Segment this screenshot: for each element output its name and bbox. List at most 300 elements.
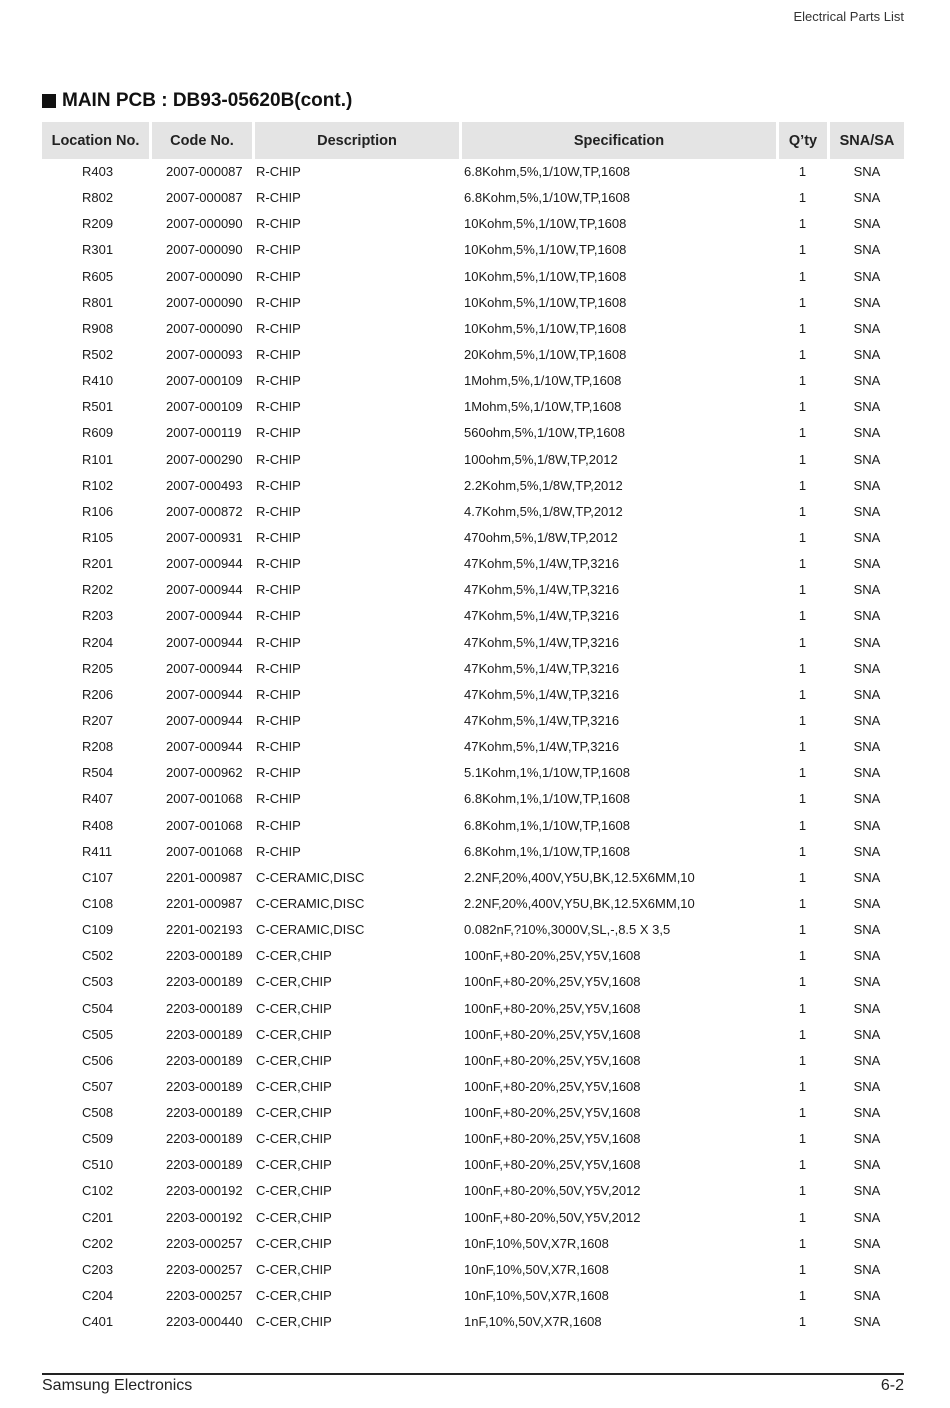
description-cell: R-CHIP (256, 320, 301, 336)
table-row (42, 1074, 904, 1100)
square-bullet-icon (42, 94, 56, 108)
description-cell: C-CER,CHIP (256, 1000, 332, 1016)
description-cell: C-CER,CHIP (256, 1131, 332, 1147)
specification-cell: 100nF,+80-20%,25V,Y5V,1608 (464, 1157, 641, 1173)
description-cell: R-CHIP (256, 399, 301, 415)
table-row (42, 473, 904, 499)
specification-cell: 10nF,10%,50V,X7R,1608 (464, 1235, 609, 1251)
code-cell: 2007-000109 (166, 373, 243, 389)
code-cell: 2201-000987 (166, 895, 243, 911)
location-cell: R802 (82, 190, 114, 206)
description-cell: C-CER,CHIP (256, 1183, 332, 1199)
code-cell: 2203-000192 (166, 1183, 243, 1199)
code-cell: 2007-000109 (166, 399, 243, 415)
location-cell: R908 (82, 320, 114, 336)
description-cell: R-CHIP (256, 346, 301, 362)
specification-cell: 100nF,+80-20%,25V,Y5V,1608 (464, 1000, 641, 1016)
location-cell: R202 (82, 582, 114, 598)
specification-cell: 10Kohm,5%,1/10W,TP,1608 (464, 216, 627, 232)
sna-sa-cell: SNA (853, 373, 881, 389)
location-cell: R502 (82, 346, 114, 362)
quantity-cell: 1 (798, 791, 807, 807)
location-cell: C505 (82, 1026, 114, 1042)
quantity-cell: 1 (798, 1105, 807, 1121)
quantity-cell: 1 (798, 660, 807, 676)
description-cell: R-CHIP (256, 712, 301, 728)
location-cell: R801 (82, 294, 114, 310)
location-cell: R204 (82, 634, 114, 650)
page-title-text: MAIN PCB : DB93-05620B(cont.) (62, 90, 353, 111)
description-cell: R-CHIP (256, 529, 301, 545)
sna-sa-cell: SNA (853, 556, 881, 572)
code-cell: 2203-000440 (166, 1314, 243, 1330)
quantity-cell: 1 (798, 503, 807, 519)
location-cell: C102 (82, 1183, 114, 1199)
sna-sa-cell: SNA (853, 765, 881, 781)
location-cell: R205 (82, 660, 114, 676)
sna-sa-cell: SNA (853, 216, 881, 232)
code-cell: 2007-000872 (166, 503, 243, 519)
specification-cell: 6.8Kohm,1%,1/10W,TP,1608 (464, 817, 630, 833)
description-cell: R-CHIP (256, 765, 301, 781)
location-cell: R403 (82, 164, 114, 179)
code-cell: 2007-000087 (166, 164, 243, 179)
sna-sa-cell: SNA (853, 1235, 881, 1251)
sna-sa-cell: SNA (853, 268, 881, 284)
specification-cell: 1Mohm,5%,1/10W,TP,1608 (464, 399, 622, 415)
location-cell: R410 (82, 373, 114, 389)
table-row (42, 368, 904, 394)
description-cell: C-CER,CHIP (256, 1157, 332, 1173)
specification-cell: 2.2Kohm,5%,1/8W,TP,2012 (464, 477, 623, 493)
quantity-cell: 1 (798, 739, 807, 755)
specification-cell: 2.2NF,20%,400V,Y5U,BK,12.5X6MM,10 (464, 895, 695, 911)
code-cell: 2007-000944 (166, 686, 243, 702)
table-row (42, 1205, 904, 1231)
table-row (42, 1257, 904, 1283)
specification-cell: 100nF,+80-20%,25V,Y5V,1608 (464, 1026, 641, 1042)
location-cell: R106 (82, 503, 114, 519)
description-cell: R-CHIP (256, 843, 301, 859)
specification-cell: 47Kohm,5%,1/4W,TP,3216 (464, 686, 620, 702)
quantity-cell: 1 (798, 294, 807, 310)
table-row (42, 943, 904, 969)
table-row (42, 1152, 904, 1178)
quantity-cell: 1 (798, 346, 807, 362)
sna-sa-cell: SNA (853, 1261, 881, 1277)
quantity-cell: 1 (798, 1078, 807, 1094)
code-cell: 2007-000090 (166, 216, 243, 232)
description-cell: R-CHIP (256, 268, 301, 284)
quantity-cell: 1 (798, 190, 807, 206)
description-cell: R-CHIP (256, 739, 301, 755)
column-header-description: Description (255, 122, 459, 159)
sna-sa-cell: SNA (853, 948, 881, 964)
table-header (42, 122, 904, 159)
quantity-cell: 1 (798, 1314, 807, 1330)
description-cell: R-CHIP (256, 294, 301, 310)
code-cell: 2007-000090 (166, 242, 243, 258)
table-row (42, 1048, 904, 1074)
column-header-sna-sa: SNA/SA (830, 122, 904, 159)
sna-sa-cell: SNA (853, 1209, 881, 1225)
code-cell: 2007-000093 (166, 346, 243, 362)
description-cell: R-CHIP (256, 556, 301, 572)
specification-cell: 47Kohm,5%,1/4W,TP,3216 (464, 660, 620, 676)
description-cell: C-CERAMIC,DISC (256, 869, 365, 885)
sna-sa-cell: SNA (853, 895, 881, 911)
sna-sa-cell: SNA (853, 1052, 881, 1068)
sna-sa-cell: SNA (853, 739, 881, 755)
column-header-location: Location No. (42, 122, 149, 159)
table-row (42, 865, 904, 891)
quantity-cell: 1 (798, 712, 807, 728)
code-cell: 2007-001068 (166, 791, 243, 807)
table-row (42, 447, 904, 473)
quantity-cell: 1 (798, 1157, 807, 1173)
description-cell: R-CHIP (256, 582, 301, 598)
location-cell: R208 (82, 739, 114, 755)
description-cell: R-CHIP (256, 164, 301, 179)
description-cell: C-CER,CHIP (256, 1105, 332, 1121)
specification-cell: 100nF,+80-20%,25V,Y5V,1608 (464, 1078, 641, 1094)
code-cell: 2007-000090 (166, 320, 243, 336)
quantity-cell: 1 (798, 1026, 807, 1042)
specification-cell: 47Kohm,5%,1/4W,TP,3216 (464, 582, 620, 598)
table-row (42, 237, 904, 263)
sna-sa-cell: SNA (853, 164, 881, 179)
location-cell: R609 (82, 425, 114, 441)
sna-sa-cell: SNA (853, 294, 881, 310)
specification-cell: 1nF,10%,50V,X7R,1608 (464, 1314, 602, 1330)
description-cell: C-CER,CHIP (256, 1261, 332, 1277)
sna-sa-cell: SNA (853, 869, 881, 885)
quantity-cell: 1 (798, 1288, 807, 1304)
location-cell: R101 (82, 451, 114, 467)
location-cell: R201 (82, 556, 114, 572)
sna-sa-cell: SNA (853, 1131, 881, 1147)
specification-cell: 1Mohm,5%,1/10W,TP,1608 (464, 373, 622, 389)
description-cell: C-CER,CHIP (256, 1209, 332, 1225)
table-row (42, 603, 904, 629)
table-row (42, 316, 904, 342)
table-row (42, 159, 904, 185)
code-cell: 2203-000257 (166, 1235, 243, 1251)
description-cell: R-CHIP (256, 608, 301, 624)
sna-sa-cell: SNA (853, 346, 881, 362)
quantity-cell: 1 (798, 451, 807, 467)
table-row (42, 211, 904, 237)
specification-cell: 560ohm,5%,1/10W,TP,1608 (464, 425, 625, 441)
code-cell: 2007-000290 (166, 451, 243, 467)
specification-cell: 20Kohm,5%,1/10W,TP,1608 (464, 346, 627, 362)
quantity-cell: 1 (798, 765, 807, 781)
table-row (42, 917, 904, 943)
quantity-cell: 1 (798, 869, 807, 885)
code-cell: 2203-000189 (166, 1157, 243, 1173)
code-cell: 2007-000090 (166, 294, 243, 310)
description-cell: C-CER,CHIP (256, 1235, 332, 1251)
location-cell: R408 (82, 817, 114, 833)
location-cell: C504 (82, 1000, 114, 1016)
specification-cell: 100nF,+80-20%,50V,Y5V,2012 (464, 1209, 641, 1225)
sna-sa-cell: SNA (853, 686, 881, 702)
specification-cell: 47Kohm,5%,1/4W,TP,3216 (464, 634, 620, 650)
quantity-cell: 1 (798, 373, 807, 389)
description-cell: C-CER,CHIP (256, 974, 332, 990)
specification-cell: 10nF,10%,50V,X7R,1608 (464, 1288, 609, 1304)
sna-sa-cell: SNA (853, 1078, 881, 1094)
sna-sa-cell: SNA (853, 712, 881, 728)
specification-cell: 100nF,+80-20%,25V,Y5V,1608 (464, 1105, 641, 1121)
location-cell: R605 (82, 268, 114, 284)
sna-sa-cell: SNA (853, 1026, 881, 1042)
specification-cell: 10Kohm,5%,1/10W,TP,1608 (464, 294, 627, 310)
quantity-cell: 1 (798, 425, 807, 441)
location-cell: C506 (82, 1052, 114, 1068)
quantity-cell: 1 (798, 948, 807, 964)
code-cell: 2007-000493 (166, 477, 243, 493)
description-cell: R-CHIP (256, 425, 301, 441)
description-cell: R-CHIP (256, 817, 301, 833)
code-cell: 2203-000189 (166, 1052, 243, 1068)
location-cell: R102 (82, 477, 114, 493)
description-cell: R-CHIP (256, 503, 301, 519)
description-cell: R-CHIP (256, 477, 301, 493)
table-row (42, 786, 904, 812)
description-cell: R-CHIP (256, 634, 301, 650)
quantity-cell: 1 (798, 399, 807, 415)
table-row (42, 394, 904, 420)
table-row (42, 1126, 904, 1152)
table-row (42, 577, 904, 603)
specification-cell: 100nF,+80-20%,25V,Y5V,1608 (464, 1131, 641, 1147)
table-row (42, 656, 904, 682)
quantity-cell: 1 (798, 1000, 807, 1016)
quantity-cell: 1 (798, 529, 807, 545)
description-cell: C-CER,CHIP (256, 1288, 332, 1304)
table-row (42, 760, 904, 786)
description-cell: R-CHIP (256, 686, 301, 702)
sna-sa-cell: SNA (853, 660, 881, 676)
quantity-cell: 1 (798, 634, 807, 650)
code-cell: 2203-000189 (166, 974, 243, 990)
table-row (42, 1022, 904, 1048)
sna-sa-cell: SNA (853, 503, 881, 519)
column-header-code: Code No. (152, 122, 252, 159)
table-row (42, 525, 904, 551)
table-row (42, 630, 904, 656)
location-cell: C401 (82, 1314, 114, 1330)
code-cell: 2007-000944 (166, 660, 243, 676)
table-row (42, 839, 904, 865)
sna-sa-cell: SNA (853, 1288, 881, 1304)
table-row (42, 734, 904, 760)
code-cell: 2203-000189 (166, 1000, 243, 1016)
specification-cell: 10Kohm,5%,1/10W,TP,1608 (464, 268, 627, 284)
specification-cell: 6.8Kohm,5%,1/10W,TP,1608 (464, 164, 630, 179)
description-cell: R-CHIP (256, 190, 301, 206)
location-cell: R105 (82, 529, 114, 545)
location-cell: C508 (82, 1105, 114, 1121)
location-cell: C502 (82, 948, 114, 964)
quantity-cell: 1 (798, 1131, 807, 1147)
code-cell: 2007-000944 (166, 634, 243, 650)
sna-sa-cell: SNA (853, 791, 881, 807)
specification-cell: 100nF,+80-20%,25V,Y5V,1608 (464, 1052, 641, 1068)
quantity-cell: 1 (798, 1209, 807, 1225)
description-cell: C-CER,CHIP (256, 1078, 332, 1094)
description-cell: C-CER,CHIP (256, 1314, 332, 1330)
quantity-cell: 1 (798, 1183, 807, 1199)
description-cell: C-CERAMIC,DISC (256, 895, 365, 911)
location-cell: R407 (82, 791, 114, 807)
table-row (42, 969, 904, 995)
sna-sa-cell: SNA (853, 529, 881, 545)
location-cell: C503 (82, 974, 114, 990)
sna-sa-cell: SNA (853, 634, 881, 650)
table-row (42, 1283, 904, 1309)
specification-cell: 6.8Kohm,1%,1/10W,TP,1608 (464, 791, 630, 807)
sna-sa-cell: SNA (853, 608, 881, 624)
table-row (42, 708, 904, 734)
location-cell: C201 (82, 1209, 114, 1225)
table-row (42, 1231, 904, 1257)
table-row (42, 1309, 904, 1335)
sna-sa-cell: SNA (853, 242, 881, 258)
specification-cell: 10Kohm,5%,1/10W,TP,1608 (464, 320, 627, 336)
code-cell: 2203-000257 (166, 1261, 243, 1277)
code-cell: 2203-000189 (166, 948, 243, 964)
code-cell: 2203-000189 (166, 1078, 243, 1094)
specification-cell: 0.082nF,?10%,3000V,SL,-,8.5 X 3,5 (464, 922, 671, 938)
description-cell: R-CHIP (256, 242, 301, 258)
sna-sa-cell: SNA (853, 320, 881, 336)
code-cell: 2007-000944 (166, 582, 243, 598)
quantity-cell: 1 (798, 974, 807, 990)
location-cell: R207 (82, 712, 114, 728)
column-header-quantity: Q’ty (779, 122, 827, 159)
specification-cell: 6.8Kohm,1%,1/10W,TP,1608 (464, 843, 630, 859)
sna-sa-cell: SNA (853, 922, 881, 938)
quantity-cell: 1 (798, 843, 807, 859)
page-title (42, 90, 352, 112)
code-cell: 2007-000944 (166, 712, 243, 728)
location-cell: C203 (82, 1261, 114, 1277)
table-row (42, 420, 904, 446)
sna-sa-cell: SNA (853, 1105, 881, 1121)
location-cell: C509 (82, 1131, 114, 1147)
quantity-cell: 1 (798, 817, 807, 833)
table-row (42, 1100, 904, 1126)
code-cell: 2203-000189 (166, 1026, 243, 1042)
description-cell: R-CHIP (256, 791, 301, 807)
table-row (42, 551, 904, 577)
parts-table-body (42, 159, 904, 1335)
table-row (42, 185, 904, 211)
quantity-cell: 1 (798, 1261, 807, 1277)
code-cell: 2007-001068 (166, 817, 243, 833)
table-row (42, 996, 904, 1022)
description-cell: C-CERAMIC,DISC (256, 922, 365, 938)
specification-cell: 100ohm,5%,1/8W,TP,2012 (464, 451, 618, 467)
quantity-cell: 1 (798, 242, 807, 258)
table-row (42, 499, 904, 525)
location-cell: R301 (82, 242, 114, 258)
footer-company: Samsung Electronics (42, 1377, 193, 1394)
code-cell: 2201-002193 (166, 922, 243, 938)
location-cell: C507 (82, 1078, 114, 1094)
location-cell: R504 (82, 765, 114, 781)
description-cell: C-CER,CHIP (256, 1052, 332, 1068)
code-cell: 2203-000257 (166, 1288, 243, 1304)
quantity-cell: 1 (798, 686, 807, 702)
specification-cell: 6.8Kohm,5%,1/10W,TP,1608 (464, 190, 630, 206)
sna-sa-cell: SNA (853, 974, 881, 990)
description-cell: R-CHIP (256, 660, 301, 676)
description-cell: C-CER,CHIP (256, 1026, 332, 1042)
specification-cell: 47Kohm,5%,1/4W,TP,3216 (464, 556, 620, 572)
table-row (42, 891, 904, 917)
location-cell: C510 (82, 1157, 114, 1173)
quantity-cell: 1 (798, 1052, 807, 1068)
specification-cell: 47Kohm,5%,1/4W,TP,3216 (464, 739, 620, 755)
location-cell: R411 (82, 843, 113, 859)
code-cell: 2007-000944 (166, 556, 243, 572)
sna-sa-cell: SNA (853, 817, 881, 833)
location-cell: R203 (82, 608, 114, 624)
column-header-specification: Specification (462, 122, 776, 159)
footer-divider (42, 1373, 904, 1375)
location-cell: C107 (82, 869, 114, 885)
specification-cell: 100nF,+80-20%,25V,Y5V,1608 (464, 974, 641, 990)
description-cell: R-CHIP (256, 373, 301, 389)
code-cell: 2007-000962 (166, 765, 243, 781)
quantity-cell: 1 (798, 1235, 807, 1251)
specification-cell: 2.2NF,20%,400V,Y5U,BK,12.5X6MM,10 (464, 869, 695, 885)
specification-cell: 47Kohm,5%,1/4W,TP,3216 (464, 608, 620, 624)
quantity-cell: 1 (798, 164, 807, 179)
sna-sa-cell: SNA (853, 1314, 881, 1330)
location-cell: C109 (82, 922, 114, 938)
location-cell: C202 (82, 1235, 114, 1251)
quantity-cell: 1 (798, 477, 807, 493)
location-cell: C108 (82, 895, 114, 911)
quantity-cell: 1 (798, 608, 807, 624)
sna-sa-cell: SNA (853, 399, 881, 415)
location-cell: R501 (82, 399, 114, 415)
table-row (42, 1178, 904, 1204)
code-cell: 2201-000987 (166, 869, 243, 885)
sna-sa-cell: SNA (853, 1157, 881, 1173)
table-row (42, 682, 904, 708)
code-cell: 2007-000931 (166, 529, 243, 545)
sna-sa-cell: SNA (853, 843, 881, 859)
specification-cell: 10Kohm,5%,1/10W,TP,1608 (464, 242, 627, 258)
code-cell: 2007-000944 (166, 739, 243, 755)
code-cell: 2203-000192 (166, 1209, 243, 1225)
quantity-cell: 1 (798, 582, 807, 598)
footer-page-number: 6-2 (880, 1377, 904, 1394)
code-cell: 2203-000189 (166, 1105, 243, 1121)
specification-cell: 100nF,+80-20%,50V,Y5V,2012 (464, 1183, 641, 1199)
specification-cell: 100nF,+80-20%,25V,Y5V,1608 (464, 948, 641, 964)
location-cell: R206 (82, 686, 114, 702)
sna-sa-cell: SNA (853, 451, 881, 467)
quantity-cell: 1 (798, 320, 807, 336)
specification-cell: 10nF,10%,50V,X7R,1608 (464, 1261, 609, 1277)
code-cell: 2007-000944 (166, 608, 243, 624)
